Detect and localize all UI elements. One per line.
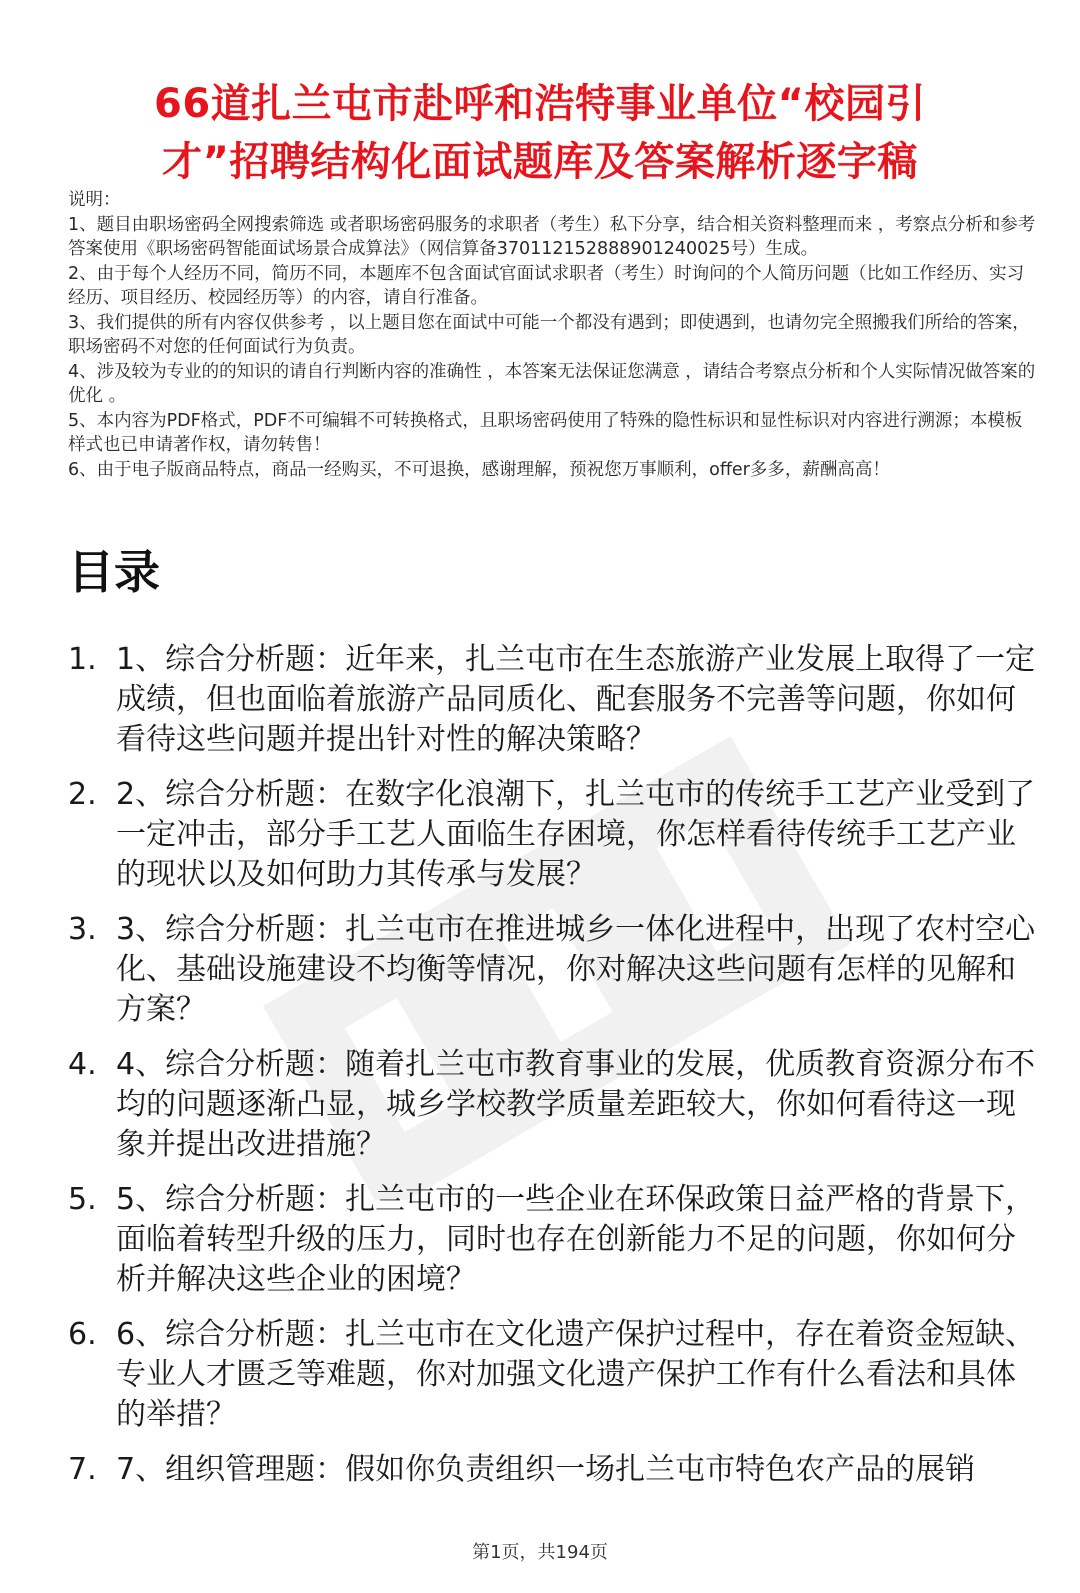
toc-item[interactable] <box>68 640 1043 760</box>
toc-heading: 目录 <box>68 545 160 599</box>
toc-item[interactable] <box>68 1315 1043 1435</box>
toc-item[interactable] <box>68 775 1043 895</box>
note-item: 3、我们提供的所有内容仅供参考 ，以上题目您在面试中可能一个都没有遇到；即使遇到，也请勿完全照搬我们所给的答案，职场密码不对您的任何面试行为负责。 <box>68 312 1030 357</box>
toc-item-text: 4、综合分析题：随着扎兰屯市教育事业的发展，优质教育资源分布不均的问题逐渐凸显，城乡学校教学质量差距较大，你如何看待这一现象并提出改进措施？ <box>116 1047 1036 1162</box>
toc-item-text: 7、组织管理题：假如你负责组织一场扎兰屯市特色农产品的展销 <box>116 1452 976 1487</box>
note-item: 2、由于每个人经历不同，简历不同，本题库不包含面试官面试求职者（考生）时询问的个人简历问题（比如工作经历、实习经历、项目经历、校园经历等）的内容，请自行准备。 <box>68 263 1025 308</box>
note-item: 4、涉及较为专业的的知识的请自行判断内容的准确性 ，本答案无法保证您满意 ，请结合考察点分析和个人实际情况做答案的优化 。 <box>68 361 1036 406</box>
toc-item-text: 3、综合分析题：扎兰屯市在推进城乡一体化进程中，出现了农村空心化、基础设施建设不均衡等情况，你对解决这些问题有怎样的见解和方案？ <box>116 912 1036 1027</box>
title-line-2: 才”招聘结构化面试题库及答案解析逐字稿 <box>162 138 918 185</box>
notes-heading: 说明： <box>68 190 121 210</box>
toc-item-number: 1. <box>68 642 97 677</box>
toc-item[interactable] <box>68 1450 1043 1490</box>
toc-item-number: 3. <box>68 912 97 947</box>
toc-item-number: 2. <box>68 777 97 812</box>
note-item: 1、题目由职场密码全网搜索筛选 或者职场密码服务的求职者（考生）私下分享，结合相关资料整理而来 ，考察点分析和参考答案使用《职场密码智能面试场景合成算法》（网信算备370112152888901240025号）生成。 <box>68 214 1036 259</box>
toc-item-number: 6. <box>68 1317 97 1352</box>
page-footer: 第1页，共194页 <box>472 1542 608 1563</box>
toc-item[interactable] <box>68 910 1043 1030</box>
toc-item-number: 7. <box>68 1452 97 1487</box>
toc-item-text: 1、综合分析题：近年来，扎兰屯市在生态旅游产业发展上取得了一定成绩，但也面临着旅游产品同质化、配套服务不完善等问题，你如何看待这些问题并提出针对性的解决策略？ <box>116 642 1036 757</box>
toc-item-text: 6、综合分析题：扎兰屯市在文化遗产保护过程中，存在着资金短缺、专业人才匮乏等难题，你对加强文化遗产保护工作有什么看法和具体的举措？ <box>116 1317 1036 1432</box>
toc-item-number: 5. <box>68 1182 97 1217</box>
note-item: 6、由于电子版商品特点，商品一经购买，不可退换，感谢理解，预祝您万事顺利，offer多多，薪酬高高！ <box>68 459 890 480</box>
toc-item-text: 2、综合分析题：在数字化浪潮下，扎兰屯市的传统手工艺产业受到了一定冲击，部分手工艺人面临生存困境，你怎样看待传统手工艺产业的现状以及如何助力其传承与发展？ <box>116 777 1036 892</box>
toc-item[interactable] <box>68 1180 1043 1300</box>
toc-list <box>68 640 1043 1505</box>
title-line-1: 66道扎兰屯市赴呼和浩特事业单位“校园引 <box>154 80 926 127</box>
document-title <box>60 75 1020 191</box>
toc-item-number: 4. <box>68 1047 97 1082</box>
note-item: 5、本内容为PDF格式，PDF不可编辑不可转换格式，且职场密码使用了特殊的隐性标识和显性标识对内容进行溯源；本模板样式也已申请著作权，请勿转售！ <box>68 410 1023 455</box>
toc-item-text: 5、综合分析题：扎兰屯市的一些企业在环保政策日益严格的背景下，面临着转型升级的压力，同时也存在创新能力不足的问题，你如何分析并解决这些企业的困境？ <box>116 1182 1036 1297</box>
toc-item[interactable] <box>68 1045 1043 1165</box>
notes-section <box>68 188 1038 482</box>
